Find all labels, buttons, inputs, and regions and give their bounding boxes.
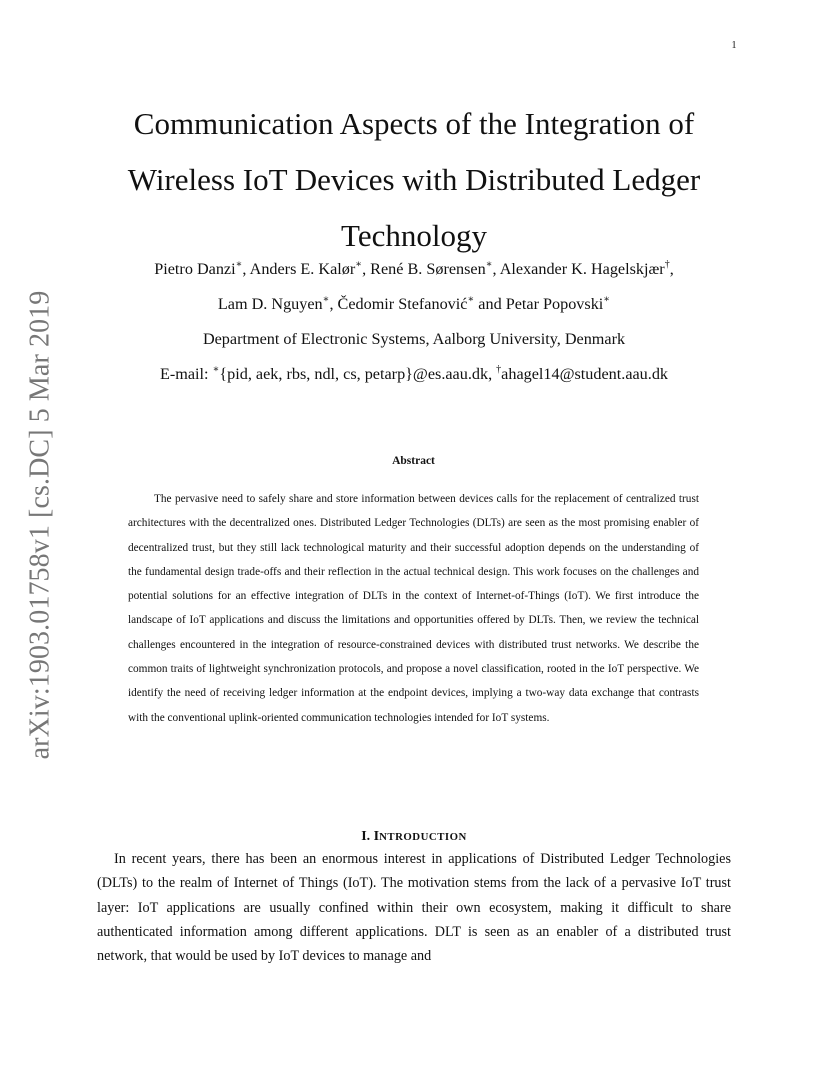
affiliation: Department of Electronic Systems, Aalborg University, Denmark (202, 330, 626, 348)
author-line (80, 287, 748, 322)
author-name: Čedomir Stefanović (337, 295, 468, 313)
affiliation-mark: † (664, 259, 670, 270)
page-number: 1 (731, 40, 737, 51)
section-title-initial: I (373, 828, 380, 844)
arxiv-identifier: arXiv:1903.01758v1 [cs.DC] 5 Mar 2019 (24, 290, 55, 760)
author-name: Petar Popovski (505, 295, 604, 313)
author-line (80, 252, 748, 287)
affiliation-mark: ∗ (355, 259, 363, 270)
email-addresses: {pid, aek, rbs, ndl, cs, petarp}@es.aau.dk, (219, 365, 497, 383)
section-title-small-caps: NTRODUCTION (379, 830, 467, 843)
section-title (374, 829, 467, 844)
author-separator: and (474, 295, 506, 313)
author-name: Pietro Danzi (154, 260, 236, 278)
affiliation-mark: ∗ (467, 294, 475, 305)
author-name: René B. Sørensen (370, 260, 486, 278)
author-name: Alexander K. Hagelskjær (499, 260, 665, 278)
author-separator: , (329, 295, 338, 313)
title-line: Communication Aspects of the Integration of (133, 105, 695, 141)
abstract-heading: Abstract (392, 455, 435, 467)
affiliation-mark: ∗ (322, 294, 330, 305)
paper-title (95, 96, 733, 264)
email-line (80, 357, 748, 392)
affiliation-mark: ∗ (485, 259, 493, 270)
author-separator: , (492, 260, 500, 278)
affiliation-mark: ∗ (235, 259, 243, 270)
author-name: Anders E. Kalør (249, 260, 356, 278)
title-line: Technology (341, 217, 487, 253)
abstract-body: The pervasive need to safely share and store information between devices calls for the replacement of centralized trust architectures with the decentralized ones. Distributed Ledger Technologies (DLTs) are seen as the most promising enabler of decentralized trust, but they still lack technological maturity and their successful adoption depends on the understanding of the fundamental design trade-offs and their reflection in the actual technical design. This work focuses on the challenges and potential solutions for an effective integration of DLTs in the context of Internet-of-Things (IoT). We first introduce the landscape of IoT applications and discuss the limitations and opportunities offered by DLTs. Then, we review the technical challenges encountered in the integration of resource-constrained devices with distributed trust networks. We describe the common traits of lightweight synchronization protocols, and propose a novel classification, rooted in the IoT perspective. We identify the need of receiving ledger information at the endpoint devices, implying a two-way data exchange that contrasts with the conventional uplink-oriented communication technologies intended for IoT systems. (128, 493, 699, 724)
affiliation-mark: † (496, 364, 502, 375)
author-name: Lam D. Nguyen (217, 295, 323, 313)
author-separator: , (362, 260, 371, 278)
abstract-section (128, 452, 699, 730)
author-block (80, 252, 748, 392)
affiliation-mark: ∗ (603, 294, 611, 305)
author-separator: , (242, 260, 250, 278)
email-label: E-mail: (159, 365, 213, 383)
section-number: I. (361, 828, 371, 844)
affiliation-mark: ∗ (212, 364, 220, 375)
section-heading-introduction (96, 827, 732, 847)
email-address: ahagel14@student.aau.dk (501, 365, 669, 383)
author-separator: , (669, 260, 674, 278)
introduction-paragraph: In recent years, there has been an enormous interest in applications of Distributed Ledger Technologies (DLTs) to the realm of Internet of Things (IoT). The motivation stems from the lack of a pervasive IoT trust layer: IoT applications are usually confined within their own ecosystem, making it difficult to share authenticated information among different applications. DLT is seen as an enabler of a distributed trust network, that would be used by IoT devices to manage and (97, 851, 731, 965)
arxiv-identifier-stamp (19, 290, 61, 760)
title-line: Wireless IoT Devices with Distributed Ledger (127, 161, 701, 197)
